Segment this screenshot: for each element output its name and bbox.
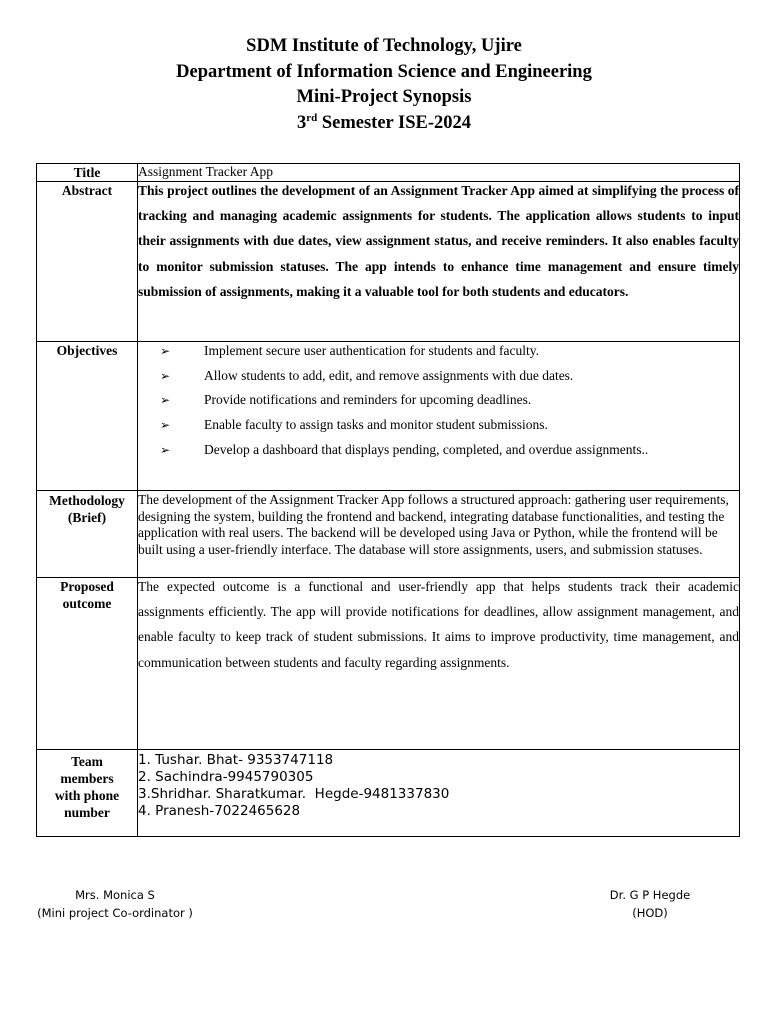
row-objectives — [37, 342, 740, 491]
value-methodology: The development of the Assignment Tracker App follows a structured approach: gathering user requirements, designing the system, building the frontend and backend, integrating database functionalities, and testing the application with real users. The backend will be developed using Java or Python, while the frontend will be built using a user-friendly interface. The database will store assignments, users, and submission statuses. — [138, 492, 729, 557]
document-type: Mini-Project Synopsis — [296, 87, 472, 107]
list-item: ➢ Allow students to add, edit, and remove assignments with due dates. — [160, 367, 574, 383]
arrow-bullet-icon: ➢ — [160, 344, 171, 358]
semester-line — [0, 111, 768, 137]
semester-text: Semester ISE-2024 — [317, 112, 472, 133]
hod-name: Dr. G P Hegde — [609, 888, 691, 902]
label-title: Title — [37, 164, 138, 182]
label-abstract: Abstract — [37, 182, 138, 342]
list-item: 2. Sachindra-9945790305 — [138, 769, 314, 785]
list-item: ➢ Enable faculty to assign tasks and monitor student submissions. — [160, 417, 548, 433]
label-team: Team members with phone number — [37, 750, 138, 837]
objectives-list — [138, 343, 739, 458]
synopsis-table — [36, 163, 740, 837]
list-item: ➢ Provide notifications and reminders for upcoming deadlines. — [160, 392, 532, 408]
document-header — [0, 34, 768, 136]
arrow-bullet-icon: ➢ — [160, 368, 171, 383]
hod-signature — [590, 886, 710, 922]
department-name: Department of Information Science and Engineering — [176, 61, 592, 82]
row-outcome — [37, 578, 740, 750]
semester-ordinal: rd — [306, 111, 318, 124]
list-item: 3.Shridhar. Sharatkumar. Hegde-9481337830 — [138, 786, 450, 802]
value-outcome: The expected outcome is a functional and user-friendly app that helps students track their academic assignments efficiently. The app will provide notifications for deadlines, allow assignment management, and enable faculty to keep track of student submissions. It aims to improve productivity, time management, and communication between students and faculty regarding assignments. — [138, 579, 739, 670]
list-item: 4. Pranesh-7022465628 — [138, 803, 301, 819]
coordinator-name: Mrs. Monica S — [75, 888, 155, 902]
arrow-bullet-icon: ➢ — [160, 393, 171, 408]
label-objectives: Objectives — [37, 342, 138, 491]
value-title: Assignment Tracker App — [138, 164, 740, 182]
list-item: ➢ Develop a dashboard that displays pending, completed, and overdue assignments.. — [160, 441, 649, 457]
coordinator-role: (Mini project Co-ordinator ) — [37, 906, 193, 920]
label-outcome: Proposed outcome — [37, 578, 138, 750]
arrow-bullet-icon: ➢ — [160, 418, 171, 433]
semester-number: 3 — [296, 112, 307, 133]
row-methodology — [37, 491, 740, 578]
arrow-bullet-icon: ➢ — [160, 442, 171, 457]
value-team — [138, 750, 740, 837]
institute-name: SDM Institute of Technology, Ujire — [246, 36, 522, 56]
list-item: 1. Tushar. Bhat- 9353747118 — [138, 752, 334, 768]
value-abstract: This project outlines the development of an Assignment Tracker App aimed at simplifying the process of tracking and managing academic assignments for students. The application allows students to input their assignments with due dates, view assignment status, and receive reminders. It also enables faculty to monitor submission statuses. The app intends to enhance time management and ensure timely submission of assignments, making it a valuable tool for both students and educators. — [138, 183, 739, 299]
row-abstract — [37, 182, 740, 342]
coordinator-signature — [30, 886, 200, 922]
list-item: ➢ Implement secure user authentication for students and faculty. — [160, 343, 540, 358]
label-methodology: Methodology (Brief) — [37, 491, 138, 578]
hod-role: (HOD) — [632, 906, 668, 920]
row-team — [37, 750, 740, 837]
